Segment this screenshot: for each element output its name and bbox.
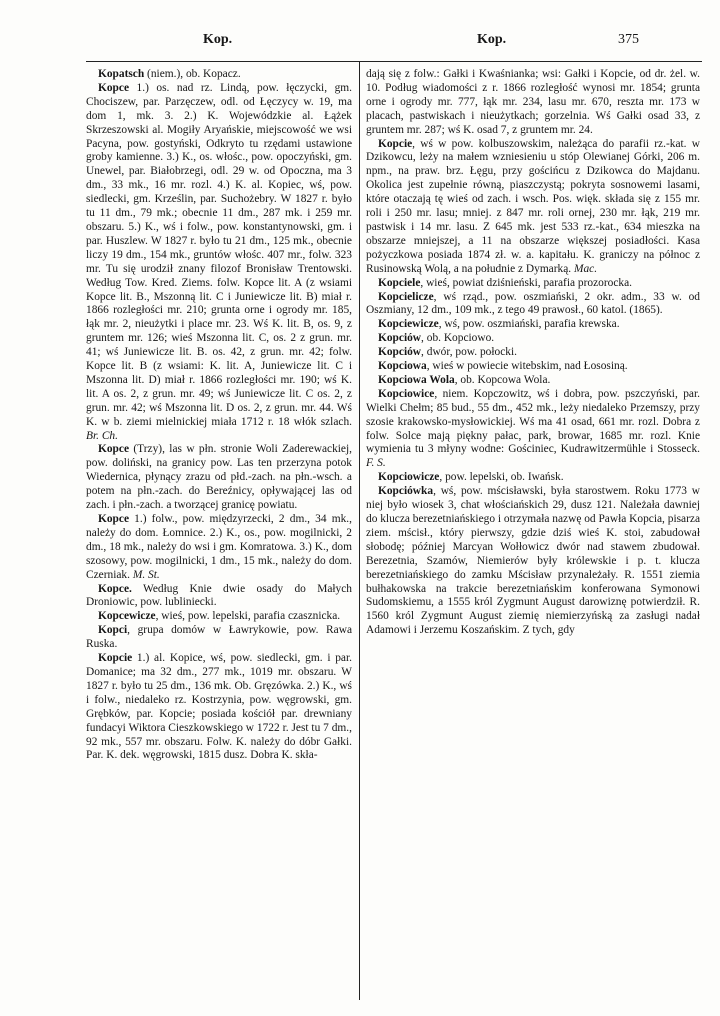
entry-text: , pow. lepelski, ob. Iwańsk. (439, 471, 564, 484)
running-head-center: Kop. (477, 32, 507, 47)
dictionary-entry (86, 82, 352, 444)
entry-text: dają się z folw.: Gałki i Kwaśnianka; wsi: Gałki i Kopcie, od dr. żel. w. 10. Podług wiadomości z r. 1866 rozległość wynosi mr. 1854; grunta orne i ogrody mr. 777, łąk mr. 234, lasu mr. 670, reszta mr. 173 w placach, pastwiskach i nieużytkach; gorzelnia. Wś Gałki osad 33, z gruntem mr. 287; wś K. osad 7, z gruntem mr. 24. (366, 68, 700, 136)
entry-text: , wś, pow. mścisławski, była starostwem. Roku 1773 w niej było wiosek 3, chat włościańskich 29, dusz 121. Należała dawniej do klucza berezetniańskiego i otrzymała nazwę od Pawła Kopcia, pisarza ziem. mścisł., który pierwszy, gdzie dziś wieś K. stoi, zabudował słobodę; później Marcyan Wołłowicz dwór nad stawem zbudował. Berezetnia, Szamów, Niemierów były królewskie i p. t. klucza berezetniańskiego do zamku Mścisław przynależały. R. 1551 ziemia bułhakowska na trakcie berezetniańskim konferowana Symonowi Sudomskiemu, a 1555 król Zygmunt August darowiznę potwierdził. R. 1560 król Zygmunt August ziemię niemierzyńską za zasługi nadał Adamowi i Jerzemu Koszańskim. Z tych, gdy (366, 485, 700, 637)
dictionary-entry (86, 443, 352, 513)
entry-author-signature: Br. Ch. (86, 429, 118, 442)
dictionary-entry (366, 360, 700, 374)
dictionary-entry (86, 610, 352, 624)
page-number: 375 (618, 32, 639, 47)
entry-text: , wś w pow. kolbuszowskim, należąca do parafii rz.-kat. w Dzikowcu, leży na małem wzniesieniu u stóp Olewianej Górki, 206 m. npm., na praw. brz. Łęgu, przy gościńcu z Dzikowca do Majdanu. Okolica jest zupełnie równą, piaszczystą; pokryta sosnowemi lasami, które otaczają tę wieś od zach. i wsch. Pos. więk. składa się z 155 mr. roli i 250 mr. lasu; mniej. z 847 mr. roli ornej, 230 mr. łąk, 219 mr. pastwisk i 14 mr. lasu. Z 645 mk. jest 533 rz.-kat., 634 mieszka na obszarze mniejszej, a 11 na obszarze większej posiadłości. Kasa pożyczkowa posiada 1874 zł. w. a. kapitału. K. graniczy na północ z Rusinowską Wolą, a na południe z Dymarką. (366, 137, 700, 275)
entry-headword: Kopciówka (378, 485, 434, 498)
dictionary-entry (86, 624, 352, 652)
entry-text: , dwór, pow. połocki. (421, 346, 517, 359)
entry-text: , grupa domów w Ławrykowie, pow. Rawa Ruska. (86, 624, 352, 651)
entry-headword: Kopciele (378, 276, 421, 289)
dictionary-entry (366, 485, 700, 638)
running-head-left: Kop. (203, 32, 233, 47)
entry-text: , wś, pow. oszmiański, parafia krewska. (438, 318, 620, 331)
dictionary-entry (366, 277, 700, 291)
entry-text: (Trzy), las w płn. stronie Woli Zaderewackiej, pow. doliński, na granicy pow. Las ten przerzyna potok Wiedernica, płynący zrazu od płd.-zach. na płn.-wsch. a potem na płn.-zach. do Bereźnicy, opływającej las od zach. i płn.-zach. a tworzącej granicę powiatu. (86, 443, 352, 512)
entry-headword: Kopce (98, 443, 130, 456)
entry-author-signature: M. St. (132, 568, 160, 581)
entry-headword: Kopciowa (378, 360, 427, 373)
entry-text: , ob. Kopciowo. (421, 332, 495, 345)
dictionary-entry (366, 68, 700, 138)
entry-headword: Kopcie (378, 137, 413, 150)
entry-headword: Kopci (98, 624, 128, 637)
entry-headword: Kopciów (378, 346, 422, 359)
dictionary-entry (86, 513, 352, 583)
entry-headword: Kopcewicze (98, 610, 156, 623)
entry-text: Według Knie dwie osady do Małych Droniowic, pow. lubliniecki. (86, 582, 352, 609)
entry-headword: Kopciowicze (378, 471, 440, 484)
entry-text: (niem.), ob. Kopacz. (144, 68, 241, 80)
entry-headword: Kopciowice (378, 387, 435, 400)
entry-headword: Kopciewicze (378, 318, 439, 331)
dictionary-entry (366, 291, 700, 319)
dictionary-entry (86, 652, 352, 763)
entry-text: 1.) folw., pow. międzyrzecki, 2 dm., 34 mk., należy do dom. Łomnice. 2.) K., os., pow. mogilnicki, 2 dm., 18 mk., należy do wsi i gm. Komratowa. 3.) K., dom szosowy, pow. mogilnicki, 1 dm., 15 mk., należy do dom. Czerniak. (86, 513, 352, 581)
left-column (86, 68, 352, 763)
dictionary-entry (366, 471, 700, 485)
entry-headword: Kopatsch (98, 68, 145, 80)
entry-text: , wieś, pow. lepelski, parafia czasznicka. (155, 610, 341, 623)
dictionary-entry (366, 318, 700, 332)
header-rule (86, 61, 702, 62)
dictionary-entry (366, 332, 700, 346)
entry-text: , wieś, powiat dziśnieński, parafia prozorocka. (420, 276, 632, 289)
entry-text: , niem. Kopczowitz, wś i dobra, pow. pszczyński, par. Wielki Chełm; 85 bud., 55 dm., 452 mk., leży niedaleko Przemszy, przy szosie krakowsko-mysłowickiej. Wś ma 41 osad, 661 mr. rozl. Dobra z folw. Solce mają piękny pałac, park, browar, 1685 mr. rozl. Knie wymienia tu 3 młyny wodne: Gościniec, Kudrawitzermühle i Stosseck. (366, 387, 700, 456)
entry-headword: Kopce (98, 81, 130, 94)
dictionary-entry (86, 583, 352, 611)
dictionary-entry (86, 68, 352, 82)
entry-headword: Kopciów (378, 332, 422, 345)
entry-text: , wś rząd., pow. oszmiański, 2 okr. adm., 33 w. od Oszmiany, 12 dm., 109 mk., z tego 49 prawosł., 60 katol. (1865). (366, 290, 700, 317)
entry-author-signature: Mac. (574, 262, 598, 275)
entry-headword: Kopce. (98, 582, 132, 595)
entry-headword: Kopcie (98, 652, 133, 665)
entry-headword: Kopciowa Wola (378, 373, 455, 386)
entry-text: , ob. Kopcowa Wola. (454, 373, 551, 386)
right-column (366, 68, 700, 638)
dictionary-entry (366, 374, 700, 388)
entry-headword: Kopcielicze (378, 290, 434, 303)
entry-text: , wieś w powiecie witebskim, nad Łososiną. (426, 360, 628, 373)
dictionary-entry (366, 346, 700, 360)
entry-author-signature: F. S. (366, 457, 386, 470)
entry-text: 1.) os. nad rz. Lindą, pow. łęczycki, gm. Chociszew, par. Parzęczew, odl. od Łęczycy w. 19, ma dom 1, mk. 3. 2.) K. Wojewódzkie al. Łążek Skrzeszowski al. Mogiły Aryańskie, miejscowość we wsi Pacyna, pow. gostyński, Odkryto tu rzędami ustawione groby kamienne. 3.) K., os. włośc., pow. opoczyński, gm. Unewel, par. Białobrzegi, odl. 29 w. od Opoczna, ma 3 dm., 33 mk., 16 mr. rozl. 4.) K. al. Kopiec, wś, pow. siedlecki, gm. Krześlin, par. Suchożebry. W 1827 r. było tu 11 dm., 79 mk.; obecnie 11 dm., 287 mk. i 259 mr. obszaru. 5.) K., wś i folw., pow. konstantynowski, gm. i par. Huszlew. W 1827 r. było tu 21 dm., 125 mk., obecnie liczy 19 dm., 154 mk., gruntów włośc. 407 mr., folw. 323 mr. Tu się urodził znany filozof Bronisław Trentowski. Według Tow. Kred. Ziems. folw. Kopce lit. A (z wsiami Kopce lit. B., Mszonną lit. C i Juniewicze lit. B) miał r. 1866 rozległości mr. 210; grunta orne i ogrody mr. 185, łąk mr. 2, nieużytki i place mr. 23. Wś K. lit. B, os. 9, z gruntem mr. 126; wieś Mszonna lit. C, os. 2 z grun. mr. 41; wś Juniewicze lit. B. os. 42, z grun. mr. 42; folw. Kopce lit. B (z wsiami: K. lit. A, Juniewicze lit. C i Mszonna lit. D) miał r. 1866 rozległości mr. 190; wś K. lit. A os. 2, z grun. mr. 49; wś Juniewicze lit. C os. 2, z grun. mr. 42; wś Mszonna lit. D os. 2, z grun. mr. 44. Wś K. w b. ziemi mielnickiej miała 1712 r. 18 włók szlach. (86, 81, 352, 428)
dictionary-entry (366, 388, 700, 471)
entry-headword: Kopce (98, 513, 130, 525)
column-divider (359, 62, 360, 1000)
dictionary-entry (366, 138, 700, 277)
entry-text: 1.) al. Kopice, wś, pow. siedlecki, gm. i par. Domanice; ma 32 dm., 277 mk., 1019 mr. obszaru. W 1827 r. było tu 25 dm., 136 mk. Ob. Gręzówka. 2.) K., wś i folw., niedaleko rz. Kostrzynia, pow. węgrowski, gm. Grębków, par. Kopcie; posiada kościół par. drewniany fundacyi Wiktora Cieszkowskiego w 1722 r. Jest tu 7 dm., 92 mk., 557 mr. obszaru. Folw. K. należy do dóbr Gałki. Par. K. dek. węgrowski, 1815 dusz. Dobra K. skła- (86, 652, 352, 762)
